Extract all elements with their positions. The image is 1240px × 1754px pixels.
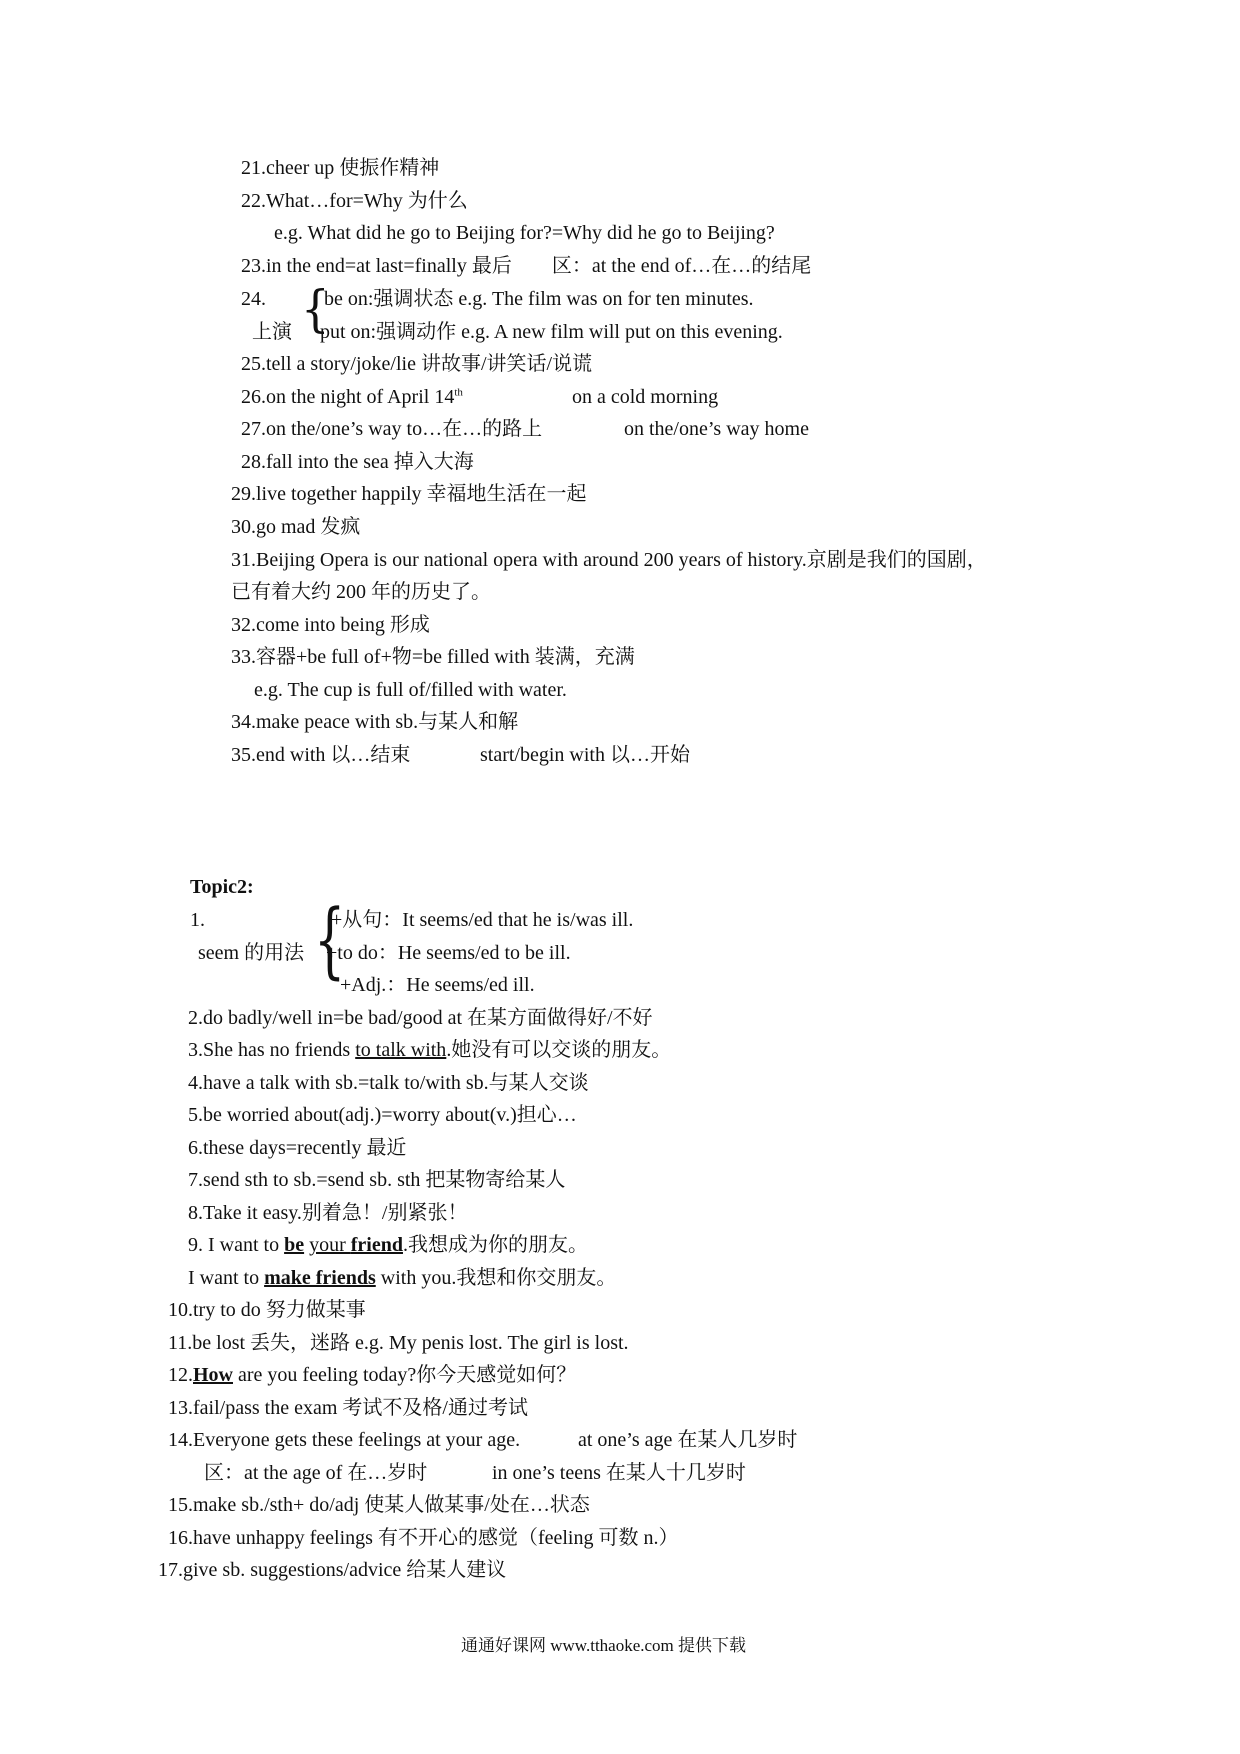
topic2-item-1-label: seem 的用法 (198, 942, 305, 964)
item-31-continued: 已有着大约 200 年的历史了。 (231, 581, 491, 603)
topic2-item-3-pre: 3.She has no friends (188, 1039, 356, 1061)
topic2-item-12-how: How (193, 1364, 233, 1386)
item-26-text: 26.on the night of April 14 (241, 386, 455, 408)
topic2-item-3-post: .她没有可以交谈的朋友。 (446, 1039, 672, 1061)
topic2-item-1-number: 1. (190, 909, 205, 931)
topic2-heading: Topic2: (190, 876, 254, 898)
topic2-item-4: 4.have a talk with sb.=talk to/with sb.与某人交谈 (188, 1072, 589, 1094)
topic2-item-15: 15.make sb./sth+ do/adj 使某人做某事/处在…状态 (168, 1494, 590, 1516)
item-22: 22.What…for=Why 为什么 (241, 190, 468, 212)
item-34: 34.make peace with sb.与某人和解 (231, 711, 519, 733)
topic2-item-17: 17.give sb. suggestions/advice 给某人建议 (158, 1559, 507, 1581)
item-30: 30.go mad 发疯 (231, 516, 361, 538)
item-26-superscript: th (454, 386, 463, 399)
topic2-item-9-post: .我想成为你的朋友。 (402, 1234, 588, 1256)
item-27: 27.on the/one’s way to…在…的路上 (241, 418, 543, 440)
topic2-item-14-note: 区：at the age of 在…岁时 (204, 1462, 428, 1484)
topic2-item-12 (168, 1361, 576, 1389)
item-24-be-on: be on:强调状态 e.g. The film was on for ten minutes. (324, 288, 754, 310)
topic2-item-14: 14.Everyone gets these feelings at your age. (168, 1429, 521, 1451)
item-31: 31.Beijing Opera is our national opera with around 200 years of history.京剧是我们的国剧， (231, 549, 987, 571)
topic2-item-9b (188, 1264, 616, 1292)
item-32: 32.come into being 形成 (231, 614, 430, 636)
topic2-item-9-pre: 9. I want to (188, 1234, 285, 1256)
item-26-second: on a cold morning (572, 386, 719, 408)
topic2-item-1c: +Adj.：He seems/ed ill. (340, 974, 535, 996)
topic2-item-9b-post: with you.我想和你交朋友。 (375, 1267, 617, 1289)
topic2-item-16: 16.have unhappy feelings 有不开心的感觉（feeling 可数 n.） (168, 1527, 679, 1549)
item-24-label: 上演 (252, 321, 292, 343)
topic2-item-12-pre: 12. (168, 1364, 193, 1386)
topic2-item-3-underlined: to talk with (355, 1039, 447, 1061)
item-27-second: on the/one’s way home (624, 418, 809, 440)
topic2-item-9-your: your (309, 1234, 351, 1256)
item-33: 33.容器+be full of+物=be filled with 装满，充满 (231, 646, 635, 668)
item-35-second: start/begin with 以…开始 (480, 744, 690, 766)
topic2-item-9-be: be (284, 1234, 305, 1256)
curly-brace-icon: { (301, 280, 330, 338)
item-21: 21.cheer up 使振作精神 (241, 157, 440, 179)
item-25: 25.tell a story/joke/lie 讲故事/讲笑话/说谎 (241, 353, 593, 375)
topic2-item-2: 2.do badly/well in=be bad/good at 在某方面做得好/不好 (188, 1007, 653, 1029)
page-footer: 通通好课网 www.tthaoke.com 提供下载 (461, 1636, 747, 1655)
item-22-example: e.g. What did he go to Beijing for?=Why did he go to Beijing? (274, 222, 775, 244)
topic2-item-9 (188, 1231, 588, 1259)
item-35: 35.end with 以…结束 (231, 744, 411, 766)
item-24-number: 24. (241, 288, 266, 310)
topic2-item-11: 11.be lost 丢失，迷路 e.g. My penis lost. The girl is lost. (168, 1332, 629, 1354)
topic2-item-1b: +to do：He seems/ed to be ill. (326, 942, 571, 964)
topic2-item-10: 10.try to do 努力做某事 (168, 1299, 366, 1321)
item-26 (241, 383, 463, 411)
topic2-item-6: 6.these days=recently 最近 (188, 1137, 407, 1159)
item-28: 28.fall into the sea 掉入大海 (241, 451, 474, 473)
topic2-item-5: 5.be worried about(adj.)=worry about(v.)担心… (188, 1104, 577, 1126)
topic2-item-8: 8.Take it easy.别着急！/别紧张！ (188, 1202, 468, 1224)
topic2-item-9-friend: friend (350, 1234, 403, 1256)
topic2-item-13: 13.fail/pass the exam 考试不及格/通过考试 (168, 1397, 528, 1419)
topic2-item-7: 7.send sth to sb.=send sb. sth 把某物寄给某人 (188, 1169, 566, 1191)
topic2-item-14-second: at one’s age 在某人几岁时 (578, 1429, 798, 1451)
topic2-item-3 (188, 1036, 671, 1064)
item-24-put-on: put on:强调动作 e.g. A new film will put on this evening. (320, 321, 783, 343)
topic2-item-14-note-second: in one’s teens 在某人十几岁时 (492, 1462, 746, 1484)
topic2-item-9b-pre: I want to (188, 1267, 265, 1289)
item-33-example: e.g. The cup is full of/filled with water. (254, 679, 567, 701)
topic2-item-9b-make-friends: make friends (264, 1267, 376, 1289)
topic2-item-1a: +从句：It seems/ed that he is/was ill. (331, 909, 634, 931)
item-29: 29.live together happily 幸福地生活在一起 (231, 483, 587, 505)
item-23: 23.in the end=at last=finally 最后 区：at the end of…在…的结尾 (241, 255, 812, 277)
topic2-item-12-post: are you feeling today?你今天感觉如何？ (233, 1364, 577, 1386)
curly-brace-icon: { (314, 893, 346, 988)
